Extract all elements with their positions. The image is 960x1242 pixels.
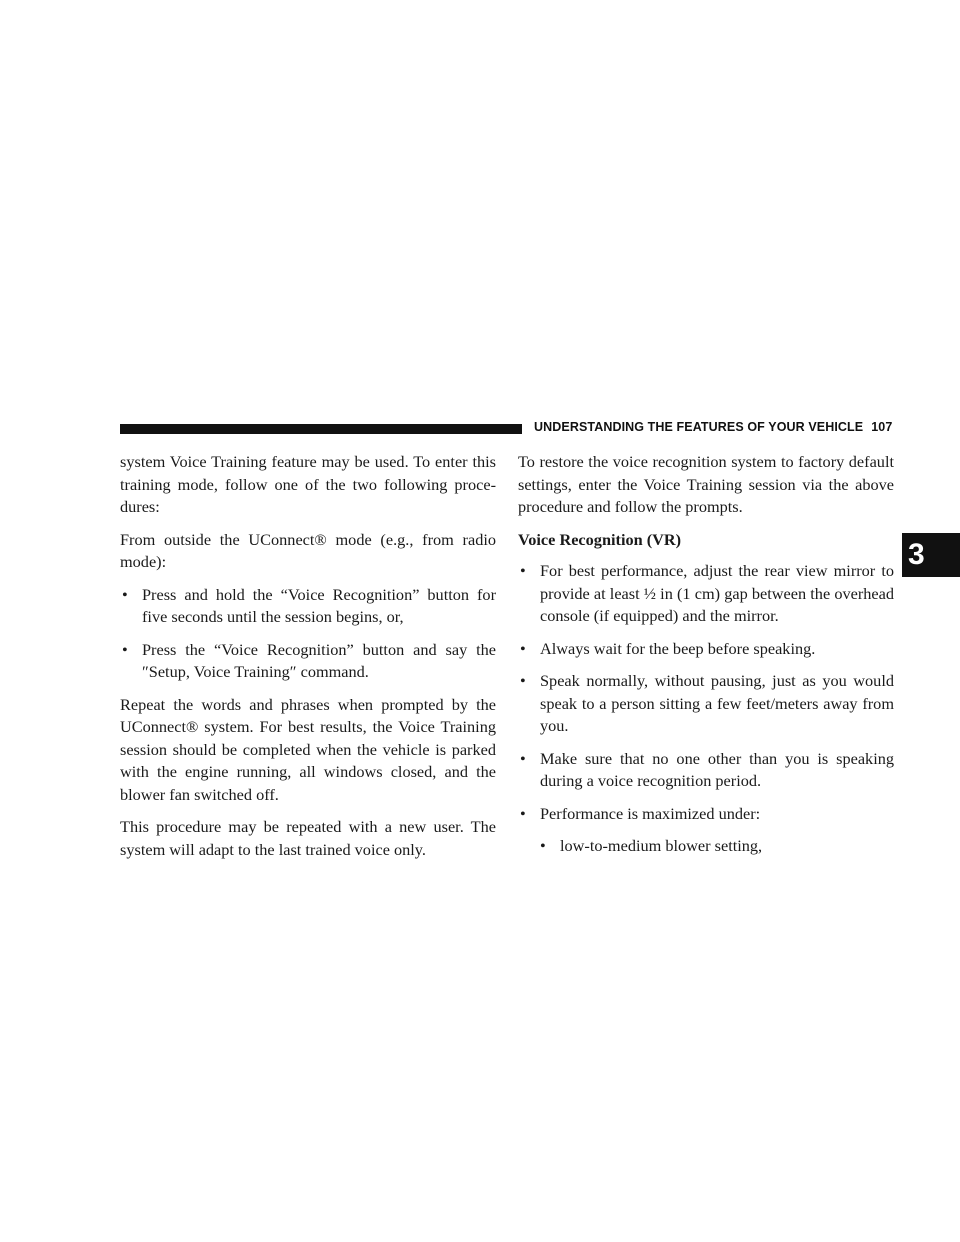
section-heading: Voice Recognition (VR) [518,529,682,549]
list-item-text: low-to-medium blower setting, [560,836,763,855]
left-column [120,451,496,871]
list-item-text: Press the “Voice Recognition” button and say the ″Setup, Voice Training″ command. [142,639,496,681]
bullet-icon: • [122,639,128,659]
chapter-tab: 3 [902,533,960,577]
bullet-icon: • [520,748,526,768]
header-title: UNDERSTANDING THE FEATURES OF YOUR VEHICLE [534,420,864,434]
bullet-icon: • [520,638,526,658]
list-item [518,803,894,826]
list-item [120,639,496,684]
paragraph: system Voice Training feature may be used. To enter this training mode, follow one of the two following proce-dures: [120,452,496,516]
bullet-icon: • [520,561,526,580]
list-item [518,748,894,793]
list-item-text: Always wait for the beep before speaking. [540,638,816,658]
paragraph: To restore the voice recognition system to factory default settings, enter the Voice Training session via the above procedure and follow the prompts. [518,452,894,516]
list-item-text: Speak normally, without pausing, just as you would speak to a person sitting a few feet/meters away from you. [540,671,894,735]
bullet-icon: • [520,803,526,823]
page-number: 107 [871,420,893,434]
list-item [120,584,496,629]
list-item [518,560,894,628]
right-column [518,451,894,868]
bullet-icon: • [122,584,128,604]
bullet-icon: • [520,671,526,690]
sub-list-item [538,835,894,858]
running-header [534,420,896,434]
list-item-text: Press and hold the “Voice Recognition” button for five seconds until the session begins, or, [142,584,496,626]
header-rule [120,424,522,434]
paragraph: This procedure may be repeated with a new user. The system will adapt to the last trained voice only. [120,817,496,859]
bullet-icon: • [540,836,546,855]
list-item-text: For best performance, adjust the rear view mirror to provide at least ½ in (1 cm) gap between the overhead console (if equipped) and the mirror. [540,561,894,625]
list-item [518,638,894,661]
paragraph: From outside the UConnect® mode (e.g., from radio mode): [120,529,496,571]
list-item [518,670,894,738]
paragraph: Repeat the words and phrases when prompted by the UConnect® system. For best results, the Voice Training session should be completed when the vehicle is parked with the engine running, all windows closed, and the blower fan switched off. [120,694,496,804]
list-item-text: Performance is maximized under: [540,803,761,823]
list-item-text: Make sure that no one other than you is speaking during a voice recognition period. [540,748,894,790]
